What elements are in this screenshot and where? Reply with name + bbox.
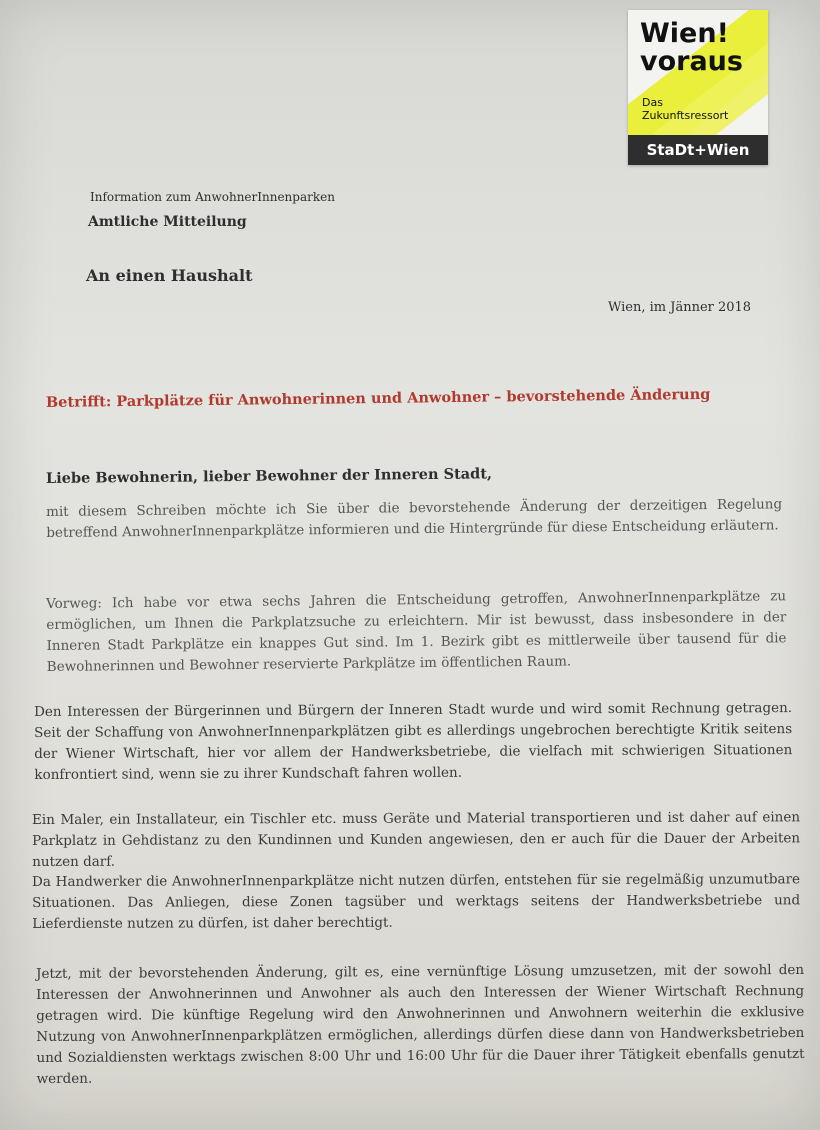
logo-title (640, 20, 743, 76)
recipient-line: An einen Haushalt (86, 266, 253, 285)
paragraph-criticism: Den Interessen der Bürgerinnen und Bürgern der Inneren Stadt wurde und wird somit Rechnung getragen. Seit der Schaffung von AnwohnerInnenparkplätzen gibt es allerdings ungebrochen berechtigte Kritik seitens der Wiener Wirtschaft, hier vor allem der Handwerksbetriebe, die vielfach mit schwierigen Situationen konfrontiert sind, wenn sie zu ihrer Kundschaft fahren wollen. (34, 700, 793, 783)
info-line: Information zum AnwohnerInnenparken (90, 190, 335, 204)
logo-subtitle (642, 96, 728, 122)
logo-line-1: Wien! (640, 18, 729, 49)
logo-subline-1: Das (642, 96, 663, 109)
wien-voraus-logo (628, 10, 768, 165)
official-notice-label: Amtliche Mitteilung (88, 214, 247, 230)
logo-stadt-wien-bar: StaDt+Wien (628, 135, 768, 165)
logo-line-2: voraus (640, 46, 743, 77)
letter-date: Wien, im Jänner 2018 (608, 300, 752, 315)
logo-subline-2: Zukunftsressort (642, 109, 729, 122)
paragraph-background: Vorweg: Ich habe vor etwa sechs Jahren die Entscheidung getroffen, AnwohnerInnenparkplätze zu ermöglichen, um Ihnen die Parkplatzsuche zu erleichtern. Mir ist bewusst, dass insbesondere in der Inneren Stadt Parkplätze ein knappes Gut sind. Im 1. Bezirk gibt es mittlerweile über tausend für die Bewohnerinnen und Bewohner reservierte Parkplätze im öffentlichen Raum. (46, 588, 787, 675)
paragraph-intro: mit diesem Schreiben möchte ich Sie über die bevorstehende Änderung der derzeitigen Regelung betreffend AnwohnerInnenparkplätze informieren und die Hintergründe für diese Entscheidung erläutern. (46, 496, 783, 541)
paragraph-solution: Jetzt, mit der bevorstehenden Änderung, gilt es, eine vernünftige Lösung umzusetzen, mit der sowohl den Interessen der Anwohnerinnen und Anwohner als auch den Interessen der Wiener Wirtschaft Rechnung getragen wird. Die künftige Regelung wird den Anwohnerinnen und Anwohnern weiterhin die exklusive Nutzung von AnwohnerInnenparkplätzen ermöglichen, allerdings dürfen diese dann von Handwerksbetrieben und Sozialdiensten werktags zwischen 8:00 Uhr und 16:00 Uhr für die Dauer ihrer Tätigkeit ebenfalls genutzt werden. (36, 961, 805, 1087)
greeting: Liebe Bewohnerin, lieber Bewohner der Inneren Stadt, (45, 465, 493, 487)
subject-line: Betrifft: Parkplätze für Anwohnerinnen und Anwohner – bevorstehende Änderung (45, 385, 711, 411)
paragraph-craftsmen-problem: Da Handwerker die AnwohnerInnenparkplätze nicht nutzen dürfen, entstehen für sie regelmäßig unzumutbare Situationen. Das Anliegen, diese Zonen tagsüber und werktags seitens der Handwerksbetriebe und Lieferdienste nutzen zu dürfen, ist daher berechtigt. (32, 871, 801, 932)
paragraph-craftsmen-example: Ein Maler, ein Installateur, ein Tischler etc. muss Geräte und Material transportieren und ist daher auf einen Parkplatz in Gehdistanz zu den Kundinnen und Kunden angewiesen, den er auch für die Dauer der Arbeiten nutzen darf. (32, 809, 801, 870)
